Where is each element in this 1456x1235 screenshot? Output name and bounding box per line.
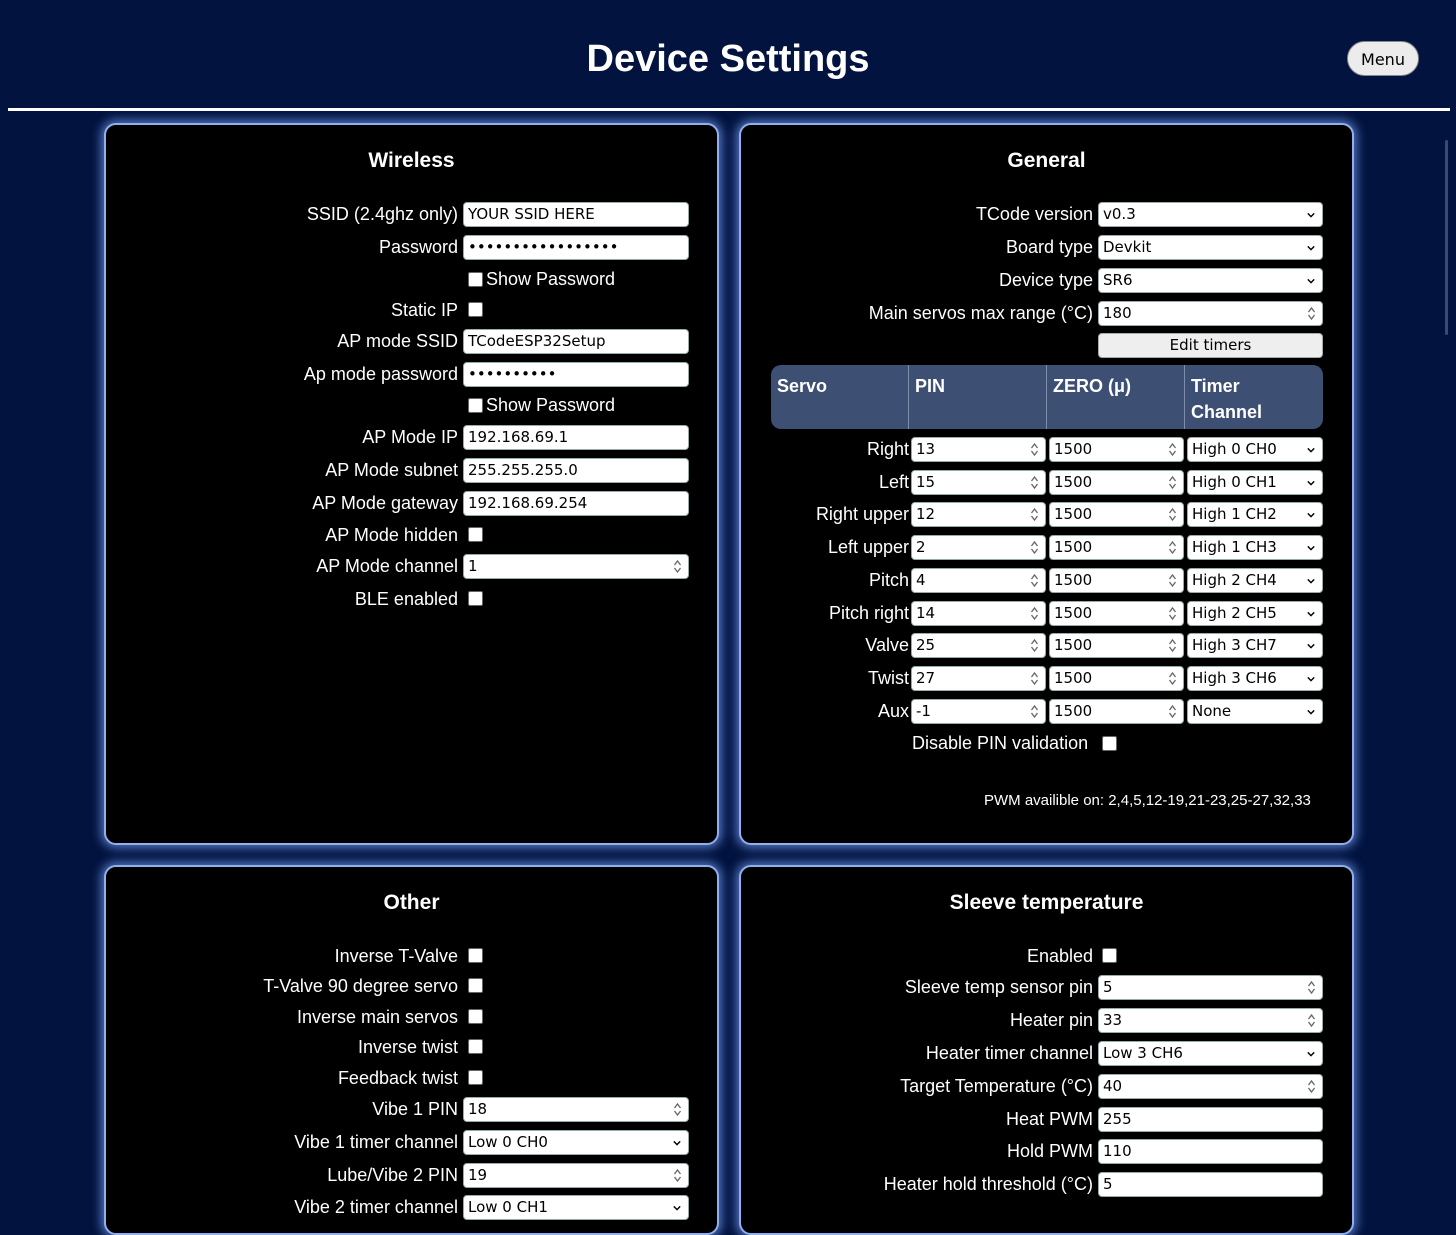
sensor-pin-input[interactable]: 5 [1098,975,1323,1000]
servo-pin-input[interactable]: 27 [911,666,1046,691]
sleeve-enabled-checkbox[interactable] [1102,948,1117,963]
ap-ip-input[interactable]: 192.168.69.1 [463,425,689,450]
spinner-icon[interactable] [1030,704,1039,719]
spinner-icon[interactable] [1030,475,1039,490]
ap-subnet-input[interactable]: 255.255.255.0 [463,458,689,483]
page-title: Device Settings [586,38,870,80]
ssid-input[interactable]: YOUR SSID HERE [463,202,689,227]
servo-row [741,632,909,659]
vibe1-timer-label: Vibe 1 timer channel [294,1132,458,1152]
spinner-icon[interactable] [1168,606,1177,621]
chevron-down-icon [1307,642,1315,650]
heater-timer-select[interactable]: Low 3 CH6 [1098,1041,1323,1066]
spinner-icon[interactable] [1030,671,1039,686]
servo-row [741,600,909,627]
servo-timer-select[interactable]: High 1 CH3 [1187,535,1323,560]
wireless-panel [104,123,719,845]
servo-name-label: Right upper [815,504,909,524]
sleeve-enabled-label: Enabled [1026,946,1093,966]
disable-pin-validation-label: Disable PIN validation [912,733,1089,753]
ap-password-input[interactable]: •••••••••• [463,362,689,387]
hold-pwm-label: Hold PWM [1006,1141,1093,1161]
chevron-down-icon [1307,211,1315,219]
inverse-main-checkbox[interactable] [468,1009,483,1024]
ap-show-password-label: Show Password [486,395,616,415]
heat-pwm-label: Heat PWM [1005,1109,1093,1129]
servo-name-label: Valve [865,635,909,655]
tvalve-90-checkbox[interactable] [468,978,483,993]
lube-pin-input[interactable]: 19 [463,1163,689,1188]
servo-timer-select[interactable]: High 0 CH0 [1187,437,1323,462]
ap-hidden-label: AP Mode hidden [325,525,458,545]
chevron-down-icon [1307,577,1315,585]
ap-ssid-input[interactable]: TCodeESP32Setup [463,329,689,354]
servo-timer-select[interactable]: High 3 CH7 [1187,633,1323,658]
servo-zero-input[interactable]: 1500 [1049,437,1184,462]
header-divider [8,108,1450,111]
servo-name-label: Pitch [868,570,909,590]
servo-pin-input[interactable]: -1 [911,699,1046,724]
servo-zero-input[interactable]: 1500 [1049,633,1184,658]
servo-table-header [771,365,1323,429]
ap-gateway-input[interactable]: 192.168.69.254 [463,491,689,516]
chevron-down-icon [673,1139,681,1147]
sensor-pin-label: Sleeve temp sensor pin [904,977,1093,997]
spinner-icon[interactable] [1168,704,1177,719]
spinner-icon[interactable] [1030,442,1039,457]
servo-zero-input[interactable]: 1500 [1049,666,1184,691]
servo-name-label: Right [866,439,909,459]
servo-column-header: Servo [771,365,909,429]
sleeve-temperature-panel [739,865,1354,1235]
servo-timer-select[interactable]: None [1187,699,1323,724]
ap-ssid-label: AP mode SSID [337,331,458,351]
chevron-down-icon [1307,610,1315,618]
general-panel [739,123,1354,845]
servo-name-label: Twist [867,668,909,688]
spinner-icon[interactable] [1307,1079,1316,1094]
heat-pwm-input[interactable]: 255 [1098,1107,1323,1132]
edit-timers-button[interactable]: Edit timers [1098,333,1323,358]
wireless-title: Wireless [368,149,455,172]
servo-pin-input[interactable]: 13 [911,437,1046,462]
servo-timer-select[interactable]: High 0 CH1 [1187,470,1323,495]
inverse-tvalve-checkbox[interactable] [468,948,483,963]
ap-gateway-label: AP Mode gateway [312,493,458,513]
hold-threshold-input[interactable]: 5 [1098,1172,1323,1197]
other-title: Other [383,891,440,914]
chevron-down-icon [1307,479,1315,487]
servo-row [741,534,909,561]
password-label: Password [378,237,458,257]
ssid-label: SSID (2.4ghz only) [306,204,458,224]
hold-threshold-label: Heater hold threshold (°C) [883,1174,1093,1194]
servo-timer-select[interactable]: High 1 CH2 [1187,502,1323,527]
static-ip-checkbox[interactable] [468,302,483,317]
other-panel [104,865,719,1235]
servo-row [741,501,909,528]
spinner-icon[interactable] [1030,507,1039,522]
spinner-icon[interactable] [1307,306,1316,321]
servo-zero-input[interactable]: 1500 [1049,568,1184,593]
chevron-down-icon [1307,544,1315,552]
ap-password-label: Ap mode password [303,364,458,384]
inverse-twist-label: Inverse twist [357,1037,458,1057]
heater-timer-label: Heater timer channel [925,1043,1093,1063]
vibe1-pin-label: Vibe 1 PIN [372,1099,458,1119]
chevron-down-icon [1307,511,1315,519]
servo-row [741,436,909,463]
servo-pin-input[interactable]: 14 [911,601,1046,626]
lube-pin-label: Lube/Vibe 2 PIN [327,1165,458,1185]
spinner-icon[interactable] [1030,638,1039,653]
spinner-icon[interactable] [673,1102,682,1117]
servo-name-label: Left upper [827,537,909,557]
hold-pwm-input[interactable]: 110 [1098,1139,1323,1164]
ap-channel-input[interactable]: 1 [463,554,689,579]
heater-pin-input[interactable]: 33 [1098,1008,1323,1033]
pwm-note: PWM availible on: 2,4,5,12-19,21-23,25-27,32,33 [984,792,1311,809]
ap-show-password-checkbox[interactable] [468,398,483,413]
spinner-icon[interactable] [1030,540,1039,555]
chevron-down-icon [1307,446,1315,454]
servo-pin-input[interactable]: 12 [911,502,1046,527]
servo-name-label: Aux [877,701,909,721]
inverse-main-label: Inverse main servos [296,1007,458,1027]
chevron-down-icon [1307,277,1315,285]
vibe2-timer-select[interactable]: Low 0 CH1 [463,1195,689,1220]
show-password-label: Show Password [486,269,616,289]
feedback-twist-checkbox[interactable] [468,1070,483,1085]
servo-zero-input[interactable]: 1500 [1049,502,1184,527]
spinner-icon[interactable] [1030,573,1039,588]
chevron-down-icon [673,1204,681,1212]
spinner-icon[interactable] [673,1168,682,1183]
heater-pin-label: Heater pin [1009,1010,1093,1030]
ap-hidden-checkbox[interactable] [468,527,483,542]
spinner-icon[interactable] [1168,475,1177,490]
spinner-icon[interactable] [1030,606,1039,621]
spinner-icon[interactable] [1168,671,1177,686]
servo-timer-select[interactable]: High 2 CH4 [1187,568,1323,593]
spinner-icon[interactable] [1168,442,1177,457]
spinner-icon[interactable] [673,559,682,574]
servo-row [741,469,909,496]
servo-pin-input[interactable]: 2 [911,535,1046,560]
target-temp-label: Target Temperature (°C) [900,1076,1093,1096]
servo-zero-input[interactable]: 1500 [1049,470,1184,495]
vibe1-pin-input[interactable]: 18 [463,1097,689,1122]
spinner-icon[interactable] [1168,638,1177,653]
servo-timer-select[interactable]: High 3 CH6 [1187,666,1323,691]
spinner-icon[interactable] [1168,540,1177,555]
servo-row [741,567,909,594]
menu-button[interactable]: Menu [1347,41,1419,76]
general-title: General [1007,149,1086,172]
servo-zero-input[interactable]: 1500 [1049,535,1184,560]
zero-column-header: ZERO (μ) [1047,365,1185,429]
sleeve-title: Sleeve temperature [949,891,1144,914]
device-select[interactable]: SR6 [1098,268,1323,293]
feedback-twist-label: Feedback twist [337,1068,458,1088]
max-range-input[interactable]: 180 [1098,301,1323,326]
servo-pin-input[interactable]: 25 [911,633,1046,658]
servo-zero-input[interactable]: 1500 [1049,601,1184,626]
board-label: Board type [1005,237,1093,257]
timer-column-header: Timer Channel [1191,376,1263,422]
pin-column-header: PIN [909,365,1047,429]
inverse-tvalve-label: Inverse T-Valve [334,946,458,966]
servo-timer-select[interactable]: High 2 CH5 [1187,601,1323,626]
servo-pin-input[interactable]: 15 [911,470,1046,495]
chevron-down-icon [1307,1050,1315,1058]
chevron-down-icon [1307,244,1315,252]
servo-pin-input[interactable]: 4 [911,568,1046,593]
tcode-select[interactable]: v0.3 [1098,202,1323,227]
target-temp-input[interactable]: 40 [1098,1074,1323,1099]
ap-subnet-label: AP Mode subnet [325,460,458,480]
servo-row [741,698,909,725]
board-select[interactable]: Devkit [1098,235,1323,260]
vibe2-timer-label: Vibe 2 timer channel [294,1197,458,1217]
spinner-icon[interactable] [1168,507,1177,522]
tvalve-90-label: T-Valve 90 degree servo [263,976,458,996]
ble-label: BLE enabled [354,589,458,609]
tcode-label: TCode version [975,204,1093,224]
spinner-icon[interactable] [1307,980,1316,995]
ap-ip-label: AP Mode IP [362,427,458,447]
spinner-icon[interactable] [1168,573,1177,588]
scrollbar[interactable] [1445,140,1448,335]
static-ip-label: Static IP [390,300,458,320]
vibe1-timer-select[interactable]: Low 0 CH0 [463,1130,689,1155]
servo-name-label: Pitch right [828,603,909,623]
servo-zero-input[interactable]: 1500 [1049,699,1184,724]
ap-channel-label: AP Mode channel [316,556,458,576]
chevron-down-icon [1307,675,1315,683]
disable-pin-validation-checkbox[interactable] [1102,736,1117,751]
page-header [0,0,1456,112]
chevron-down-icon [1307,708,1315,716]
spinner-icon[interactable] [1307,1013,1316,1028]
servo-name-label: Left [878,472,909,492]
servo-row [741,665,909,692]
show-password-checkbox[interactable] [468,272,483,287]
max-range-label: Main servos max range (°C) [868,303,1093,323]
device-label: Device type [998,270,1093,290]
inverse-twist-checkbox[interactable] [468,1039,483,1054]
ble-checkbox[interactable] [468,591,483,606]
password-input[interactable]: ••••••••••••••••• [463,235,689,260]
